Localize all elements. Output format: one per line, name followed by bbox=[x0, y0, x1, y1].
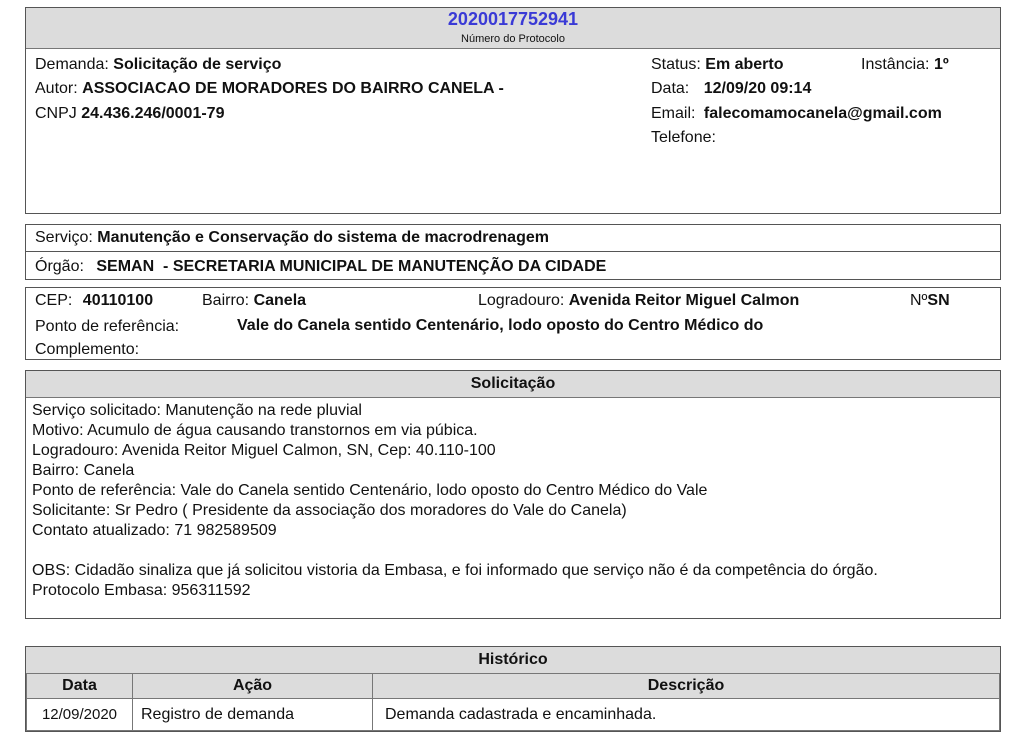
solicitacao-line: Ponto de referência: Vale do Canela sentido Centenário, lodo oposto do Centro Médico do Vale bbox=[32, 482, 708, 499]
status-row bbox=[651, 56, 784, 74]
orgao-row bbox=[35, 258, 606, 276]
solicitacao-line: Motivo: Acumulo de água causando transtornos em via púbica. bbox=[32, 422, 478, 439]
bairro-row bbox=[202, 292, 306, 310]
cell-data: 12/09/2020 bbox=[27, 699, 133, 731]
servico-row bbox=[35, 229, 549, 247]
service-divider bbox=[26, 251, 1000, 252]
cnpj-value: 24.436.246/0001-79 bbox=[81, 105, 225, 122]
solicitacao-body bbox=[32, 401, 994, 601]
autor-label: Autor: bbox=[35, 80, 78, 97]
instancia-row bbox=[861, 56, 949, 74]
historico-table bbox=[26, 673, 1000, 731]
table-header-row bbox=[27, 674, 1000, 699]
table-row bbox=[27, 699, 1000, 731]
data-value: 12/09/20 09:14 bbox=[703, 80, 812, 97]
column-header-acao: Ação bbox=[133, 674, 373, 699]
protocol-header-box bbox=[25, 7, 1001, 214]
address-box bbox=[25, 287, 1001, 360]
solicitacao-line: Solicitante: Sr Pedro ( Presidente da associação dos moradores do Vale do Canela) bbox=[32, 502, 627, 519]
logradouro-value: Avenida Reitor Miguel Calmon bbox=[568, 292, 800, 309]
protocol-caption: Número do Protocolo bbox=[461, 33, 565, 45]
instancia-value: 1º bbox=[933, 56, 949, 73]
numero-label: Nº bbox=[910, 292, 928, 309]
servico-value: Manutenção e Conservação do sistema de macrodrenagem bbox=[97, 229, 549, 246]
numero-row bbox=[910, 292, 950, 310]
cep-value: 40110100 bbox=[82, 292, 154, 309]
solicitacao-box bbox=[25, 370, 1001, 619]
historico-box bbox=[25, 646, 1001, 732]
orgao-value: SEMAN - SECRETARIA MUNICIPAL DE MANUTENÇÃO DA CIDADE bbox=[96, 258, 607, 275]
service-box bbox=[25, 224, 1001, 280]
complemento-label: Complemento: bbox=[35, 341, 140, 358]
autor-value: ASSOCIACAO DE MORADORES DO BAIRRO CANELA - bbox=[82, 80, 504, 97]
status-value: Em aberto bbox=[705, 56, 784, 73]
protocol-number: 2020017752941 bbox=[447, 9, 579, 29]
data-row bbox=[651, 80, 811, 98]
telefone-row bbox=[651, 129, 716, 147]
numero-value: SN bbox=[927, 292, 950, 309]
data-label: Data: bbox=[651, 80, 690, 97]
solicitacao-line: Protocolo Embasa: 956311592 bbox=[32, 582, 251, 599]
referencia-value: Vale do Canela sentido Centenário, lodo oposto do Centro Médico do bbox=[237, 317, 764, 334]
email-value: falecomamocanela@gmail.com bbox=[703, 105, 942, 122]
cep-row bbox=[35, 292, 153, 310]
cep-label: CEP: bbox=[35, 292, 73, 309]
demanda-row bbox=[35, 56, 281, 74]
solicitacao-line: Bairro: Canela bbox=[32, 462, 135, 479]
bairro-label: Bairro: bbox=[202, 292, 250, 309]
servico-label: Serviço: bbox=[35, 229, 93, 246]
cell-descricao: Demanda cadastrada e encaminhada. bbox=[373, 699, 1000, 731]
protocol-band bbox=[26, 8, 1000, 49]
solicitacao-line: OBS: Cidadão sinaliza que já solicitou vistoria da Embasa, e foi informado que serviço não é da competência do órgão. bbox=[32, 562, 878, 579]
email-row bbox=[651, 105, 942, 123]
cnpj-label: CNPJ bbox=[35, 105, 77, 122]
cell-acao: Registro de demanda bbox=[133, 699, 373, 731]
autor-row bbox=[35, 80, 504, 98]
logradouro-label: Logradouro: bbox=[478, 292, 565, 309]
email-label: Email: bbox=[651, 105, 696, 122]
solicitacao-title: Solicitação bbox=[26, 371, 1000, 398]
telefone-label: Telefone: bbox=[651, 129, 716, 146]
status-label: Status: bbox=[651, 56, 701, 73]
column-header-descricao: Descrição bbox=[373, 674, 1000, 699]
logradouro-row bbox=[478, 292, 799, 310]
historico-title: Histórico bbox=[26, 647, 1000, 674]
cnpj-row bbox=[35, 105, 224, 123]
demanda-value: Solicitação de serviço bbox=[113, 56, 282, 73]
bairro-value: Canela bbox=[253, 292, 307, 309]
orgao-label: Órgão: bbox=[35, 258, 84, 275]
instancia-label: Instância: bbox=[861, 56, 930, 73]
column-header-data: Data bbox=[27, 674, 133, 699]
referencia-label: Ponto de referência: bbox=[35, 318, 180, 335]
solicitacao-line: Contato atualizado: 71 982589509 bbox=[32, 522, 277, 539]
solicitacao-line: Serviço solicitado: Manutenção na rede pluvial bbox=[32, 402, 362, 419]
solicitacao-line: Logradouro: Avenida Reitor Miguel Calmon, SN, Cep: 40.110-100 bbox=[32, 442, 496, 459]
solicitacao-line bbox=[32, 541, 994, 561]
demanda-label: Demanda: bbox=[35, 56, 109, 73]
